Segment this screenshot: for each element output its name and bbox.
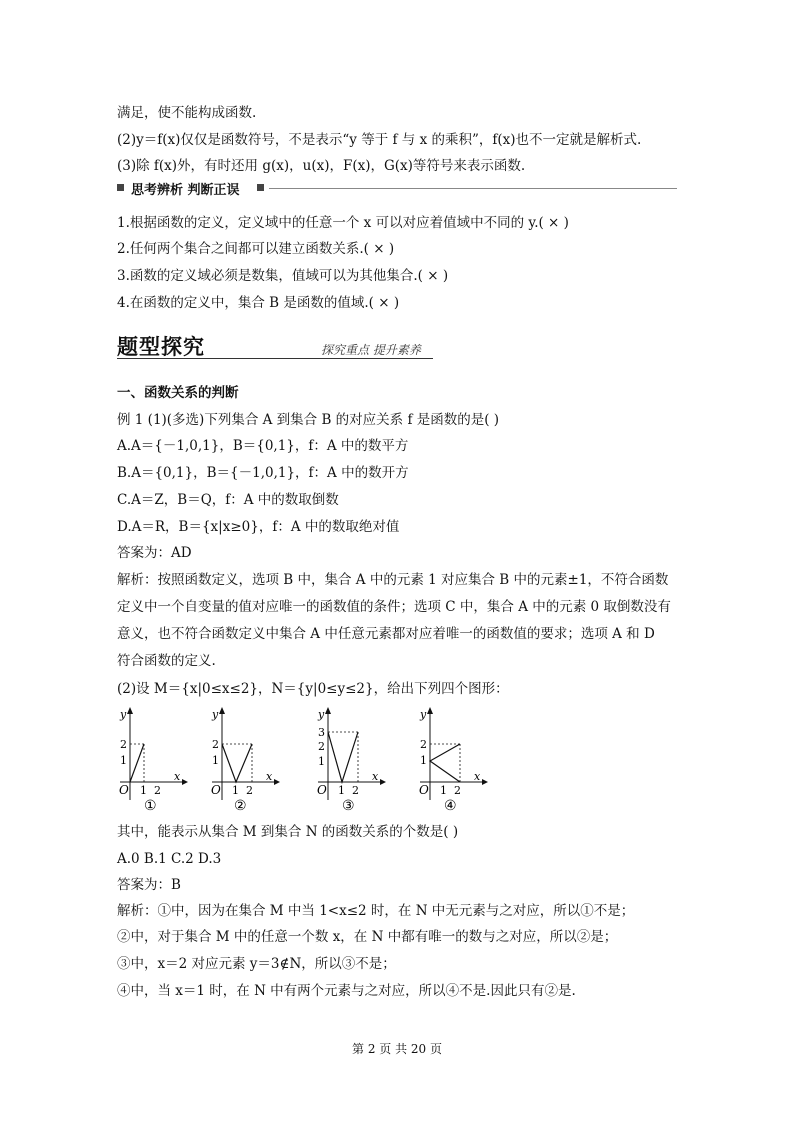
intro-line-3: (3)除 f(x)外，有时还用 g(x)，u(x)，F(x)，G(x)等符号来表示函数. [117, 158, 526, 174]
analysis-1-line-2: 定义中一个自变量的值对应唯一的函数值的条件；选项 C 中，集合 A 中的元素 0 取倒数没有 [117, 599, 671, 615]
analysis-2-line-4: ④中，当 x＝1 时，在 N 中有两个元素与之对应，所以④不是.因此只有②是. [117, 983, 576, 999]
option-b: B.A＝{0,1}，B＝{－1,0,1}，f：A 中的数开方 [117, 465, 409, 481]
origin-label: O [419, 783, 429, 797]
tick-label: 1 [140, 784, 147, 797]
y-axis-label: y [318, 708, 325, 721]
analysis-1-line-1: 解析：按照函数定义，选项 B 中，集合 A 中的元素 1 对应集合 B 中的元素±1，不符合函数 [117, 572, 669, 588]
tick-label: 1 [212, 754, 219, 767]
tick-label: 1 [338, 784, 345, 797]
analysis-1-line-4: 符合函数的定义. [117, 653, 216, 669]
tick-label: 1 [232, 784, 239, 797]
judge-item-3: 3.函数的定义域必须是数集，值域可以为其他集合.( × ) [117, 268, 449, 284]
tick-label: 1 [440, 784, 447, 797]
square-bullet-icon [117, 184, 124, 191]
example-stem: 例 1 (1)(多选)下列集合 A 到集合 B 的对应关系 f 是函数的是( ) [117, 412, 500, 428]
square-bullet-icon [257, 184, 264, 191]
tick-label: 2 [120, 738, 127, 751]
analysis-2-line-3: ③中，x＝2 对应元素 y＝3∉N，所以③不是； [117, 956, 396, 972]
part1-heading: 一、函数关系的判断 [117, 385, 239, 401]
section-types-header [117, 331, 433, 361]
tick-label: 1 [120, 754, 127, 767]
x-axis-label: x [372, 770, 379, 783]
title-underline [117, 358, 433, 359]
page-footer: 第 2 页 共 20 页 [352, 1042, 442, 1056]
judge-item-4: 4.在函数的定义中，集合 B 是函数的值域.( × ) [117, 295, 400, 311]
tick-label: 2 [318, 740, 325, 753]
tick-label: 1 [318, 755, 325, 768]
y-axis-label: y [212, 708, 219, 721]
tick-label: 2 [212, 738, 219, 751]
tick-label: 2 [154, 784, 161, 797]
tick-label: 2 [352, 784, 359, 797]
question-2-stem: (2)设 M＝{x|0≤x≤2}，N＝{y|0≤y≤2}，给出下列四个图形： [117, 681, 509, 697]
option-d: D.A＝R，B＝{x|x≥0}，f：A 中的数取绝对值 [117, 519, 400, 535]
origin-label: O [317, 783, 327, 797]
think-judge-header [117, 180, 677, 196]
judge-item-2: 2.任何两个集合之间都可以建立函数关系.( × ) [117, 241, 395, 257]
divider [269, 188, 677, 189]
tick-label: 2 [246, 784, 253, 797]
option-a: A.A＝{－1,0,1}，B＝{0,1}，f：A 中的数平方 [117, 438, 409, 454]
tick-label: 1 [420, 754, 427, 767]
tick-label: 3 [318, 726, 325, 739]
function-line [130, 744, 144, 782]
intro-line-1: 满足，使不能构成函数. [117, 105, 257, 121]
judge-item-1: 1.根据函数的定义，定义域中的任意一个 x 可以对应着值域中不同的 y.( × ) [117, 215, 569, 231]
intro-line-2: (2)y＝f(x)仅仅是函数符号，不是表示“y 等于 f 与 x 的乘积”，f(x)也不一定就是解析式. [117, 132, 642, 148]
question-2-options: A.0 B.1 C.2 D.3 [117, 851, 222, 867]
analysis-2-line-2: ②中，对于集合 M 中的任意一个数 x，在 N 中都有唯一的数与之对应，所以②是； [117, 929, 618, 945]
graph-label: ③ [342, 798, 355, 814]
function-line [328, 732, 358, 782]
tick-label: 2 [420, 738, 427, 751]
origin-label: O [211, 783, 221, 797]
graph-1 [114, 704, 190, 816]
analysis-2-line-1: 解析：①中，因为在集合 M 中当 1<x≤2 时，在 N 中无元素与之对应，所以①不是； [117, 903, 635, 919]
option-c: C.A＝Z，B＝Q，f：A 中的数取倒数 [117, 492, 339, 508]
graph-label: ② [234, 798, 247, 814]
y-axis-label: y [120, 708, 127, 721]
graph-label: ④ [444, 798, 457, 814]
function-line [430, 744, 460, 782]
answer-1: 答案为：AD [117, 545, 192, 561]
x-axis-label: x [174, 770, 181, 783]
function-line [222, 744, 252, 782]
graph-2 [206, 704, 282, 816]
section-types-subtitle: 探究重点 提升素养 [321, 343, 421, 357]
graph-3 [312, 704, 388, 816]
graph-label: ① [144, 798, 157, 814]
origin-label: O [119, 783, 129, 797]
x-axis-label: x [266, 770, 273, 783]
tick-label: 2 [454, 784, 461, 797]
x-axis-label: x [474, 770, 481, 783]
answer-2: 答案为：B [117, 877, 181, 893]
section-types-title: 题型探究 [117, 335, 205, 359]
graph-4 [414, 704, 490, 816]
think-judge-title: 思考辨析 判断正误 [131, 183, 240, 198]
y-axis-label: y [420, 708, 427, 721]
analysis-1-line-3: 意义，也不符合函数定义中集合 A 中任意元素都对应着唯一的函数值的要求；选项 A 和 D [117, 626, 655, 642]
question-2-text: 其中，能表示从集合 M 到集合 N 的函数关系的个数是( ) [117, 824, 459, 840]
